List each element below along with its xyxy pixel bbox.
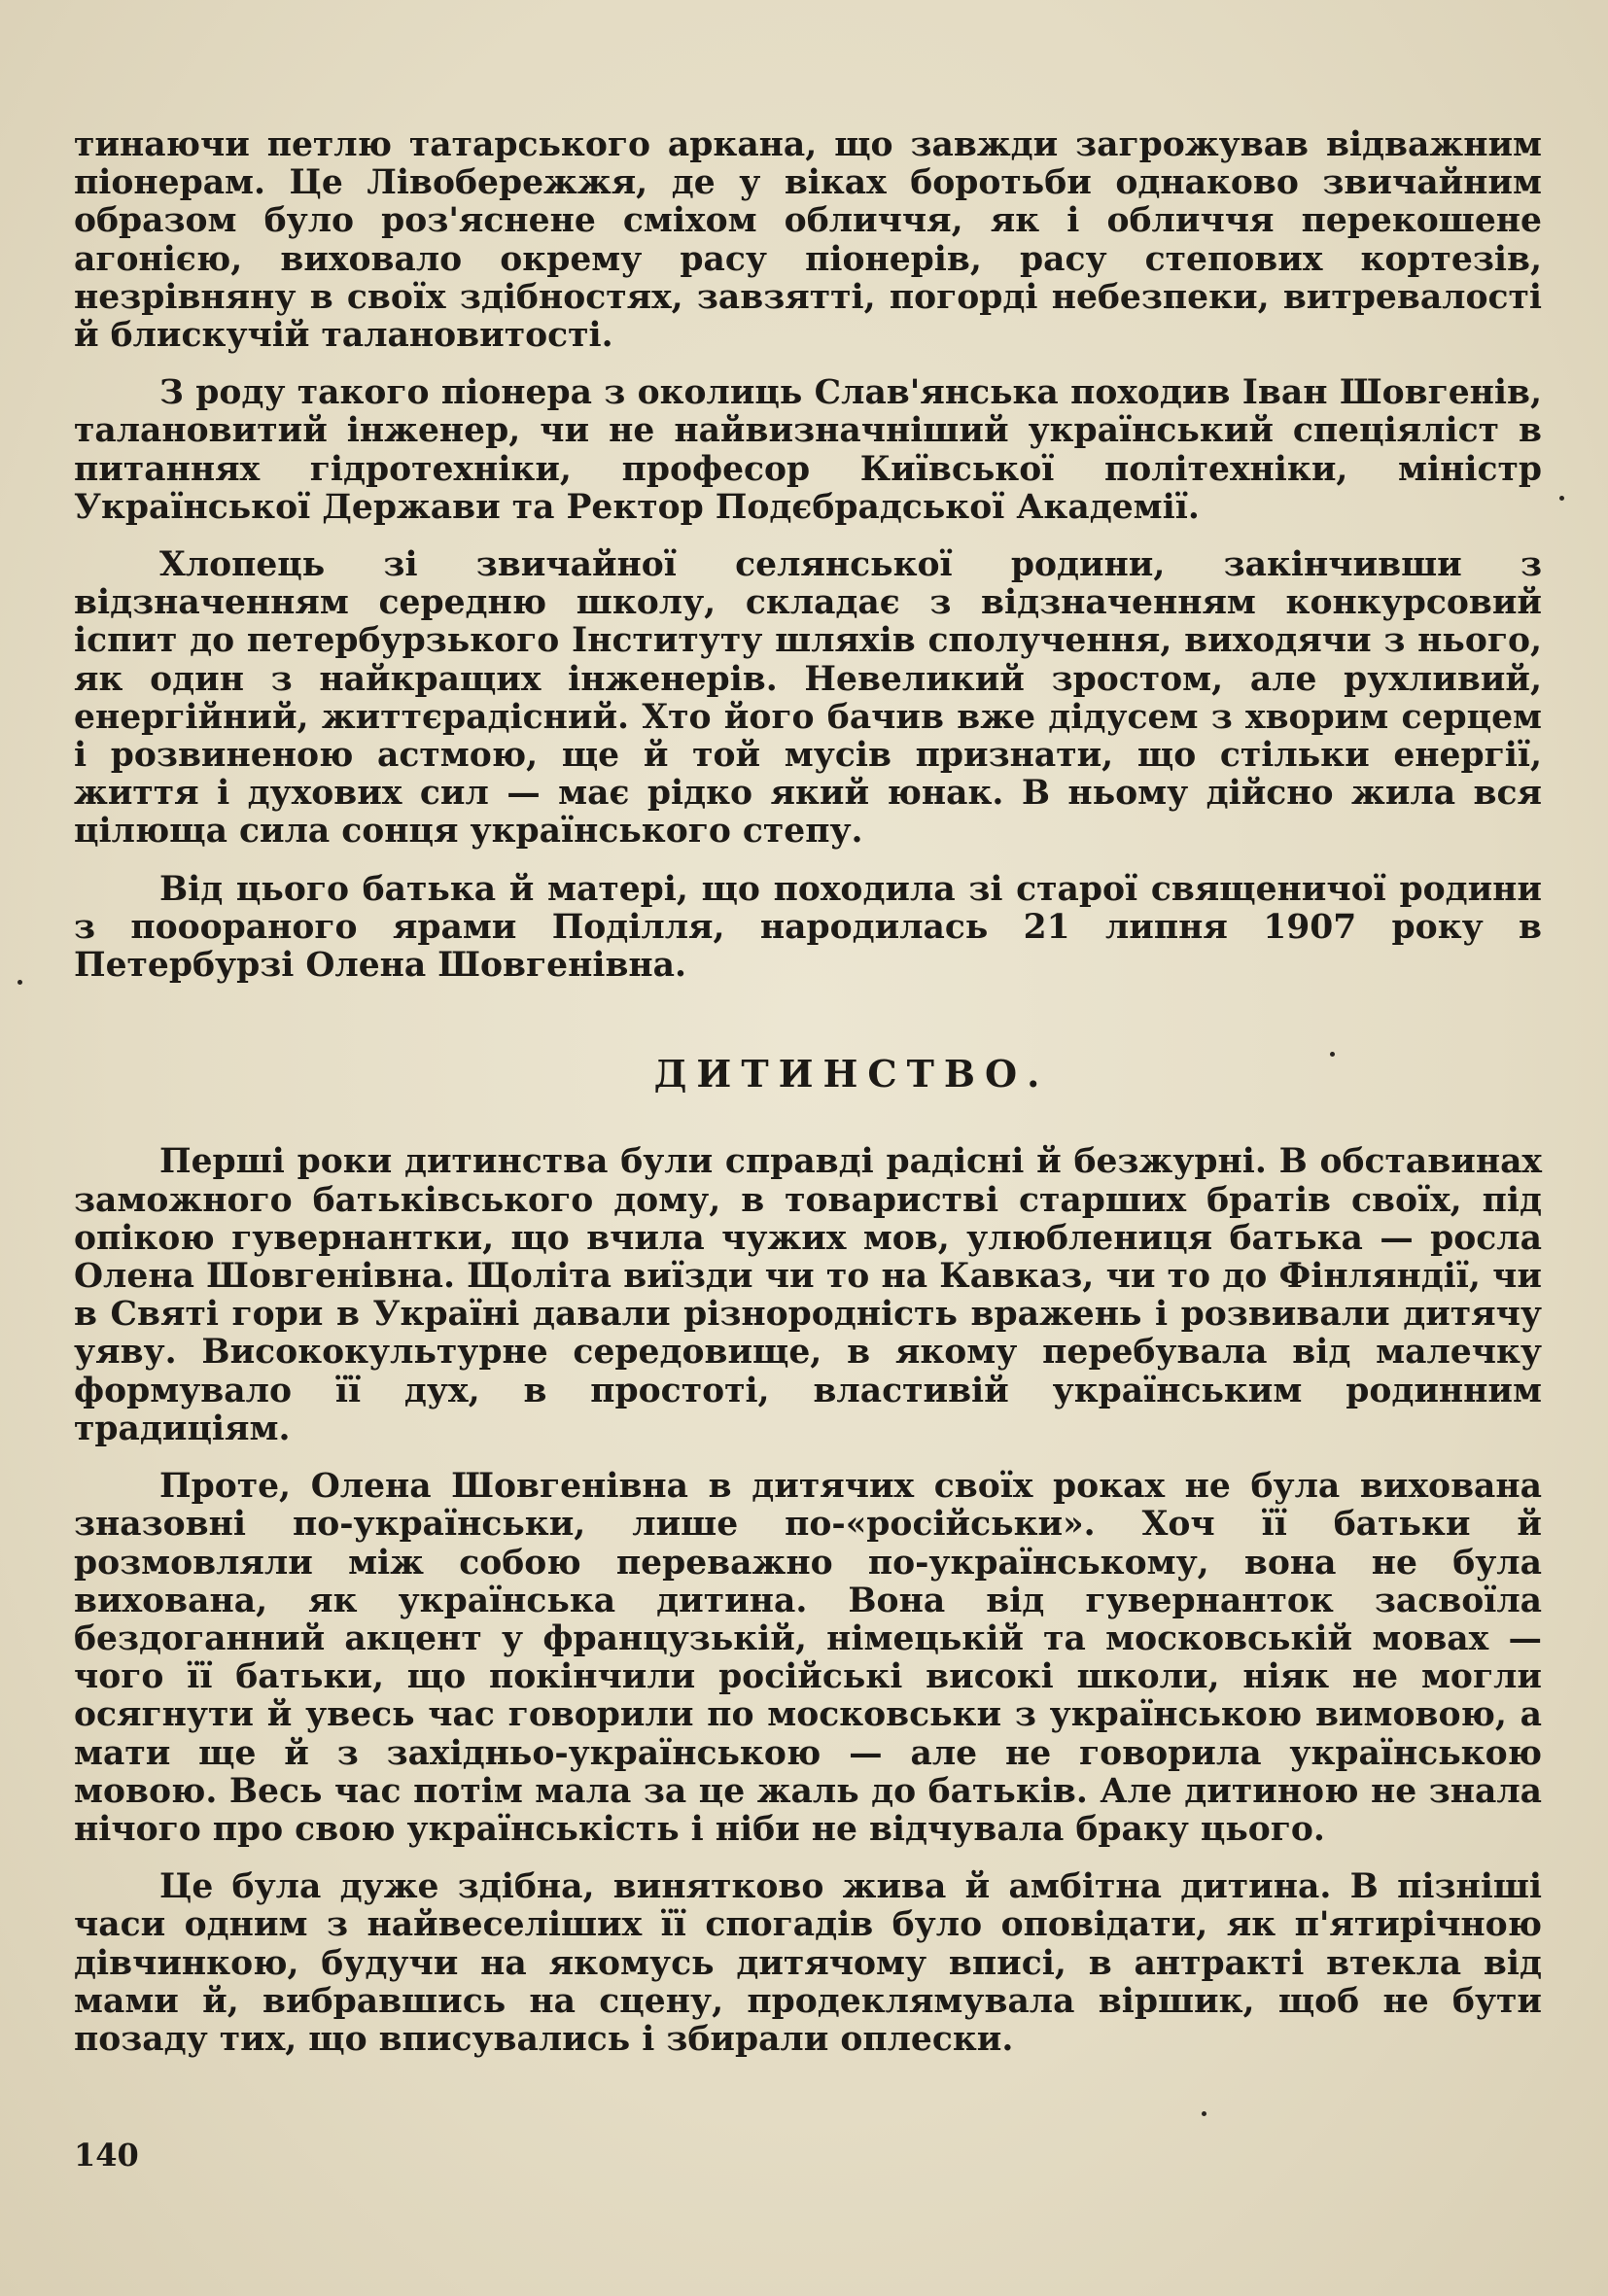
- print-speck: [1202, 2111, 1206, 2116]
- print-speck: [17, 980, 22, 985]
- paragraph-continuation: тинаючи петлю татарського аркана, що завжди загрожував відважним піонерам. Це Лівобережжя, де у віках боротьби однаково звичайним образом було роз'яснене сміхом обличчя, як і обличчя перекошене агонією, виховало окрему расу піонерів, расу степових кортезів, незрівняну в своїх здібностях, завзятті, погорді небезпеки, витревалості й блискучій талановитості.: [74, 125, 1542, 356]
- page-text: [74, 126, 1542, 2078]
- paragraph: Проте, Олена Шовгенівна в дитячих своїх роках не була вихована зназовні по-українськи, лише по-«російськи». Хоч її батьки й розмовляли між собою переважно по-українському, вона не була вихована, як українська дитина. Вона від гувернанток засвоїла бездоганний акцент у французькій, німецькій та московській мовах — чого її батьки, що покінчили російські високі школи, ніяк не могли осягнути й увесь час говорили по московськи з українською вимовою, а мати ще й з західньо-українською — але не говорила українською мовою. Весь час потім мала за це жаль до батьків. Але дитиною не знала нічого про свою українськість і ніби не відчувала браку цього.: [74, 1467, 1542, 1849]
- page-number: 140: [74, 2137, 139, 2174]
- paragraph: З роду такого піонера з околиць Слав'янська походив Іван Шовгенів, талановитий інженер, чи не найвизначніший український спеціяліст в питаннях гідротехніки, професор Київської політехніки, міністр Української Держави та Ректор Подєбрадської Академії.: [74, 373, 1542, 527]
- paragraph: Це була дуже здібна, винятково жива й амбітна дитина. В пізніші часи одним з найвеселіших її спогадів було оповідати, як п'ятирічною дівчинкою, будучи на якомусь дитячому вписі, в антракті втекла від мами й, вибравшись на сцену, продеклямувала віршик, щоб не бути позаду тих, що вписувались і збирали оплески.: [74, 1867, 1542, 2059]
- paragraph: Хлопець зі звичайної селянської родини, закінчивши з відзначенням середню школу, складає з відзначенням конкурсовий іспит до петербурзького Інституту шляхів сполучення, виходячи з нього, як один з найкращих інженерів. Невеликий зростом, але рухливий, енергійний, життєрадісний. Хто його бачив вже дідусем з хворим серцем і розвиненою астмою, ще й той мусів признати, що стільки енергії, життя і духових сил — має рідко який юнак. В ньому дійсно жила вся цілюща сила сонця українського степу.: [74, 545, 1542, 852]
- section-title: ДИТИНСТВО.: [653, 1052, 1050, 1096]
- print-speck: [1559, 496, 1564, 501]
- paragraph: Від цього батька й матері, що походила зі старої священичої родини з пооораного ярами Поділля, народилась 21 липня 1907 року в Петербурзі Олена Шовгенівна.: [74, 869, 1542, 986]
- paragraph: Перші роки дитинства були справді радісні й безжурні. В обставинах заможного батьківського дому, в товаристві старших братів своїх, під опікою гувернантки, що вчила чужих мов, улюблениця батька — росла Олена Шовгенівна. Щоліта виїзди чи то на Кавказ, чи то до Фінляндії, чи в Святі гори в Україні давали різнородність вражень і розвивали дитячу уяву. Висококультурне середовище, в якому перебувала від малечку формувало її дух, в простоті, властивій українським родинним традиціям.: [74, 1142, 1542, 1448]
- print-speck: [1330, 1052, 1335, 1057]
